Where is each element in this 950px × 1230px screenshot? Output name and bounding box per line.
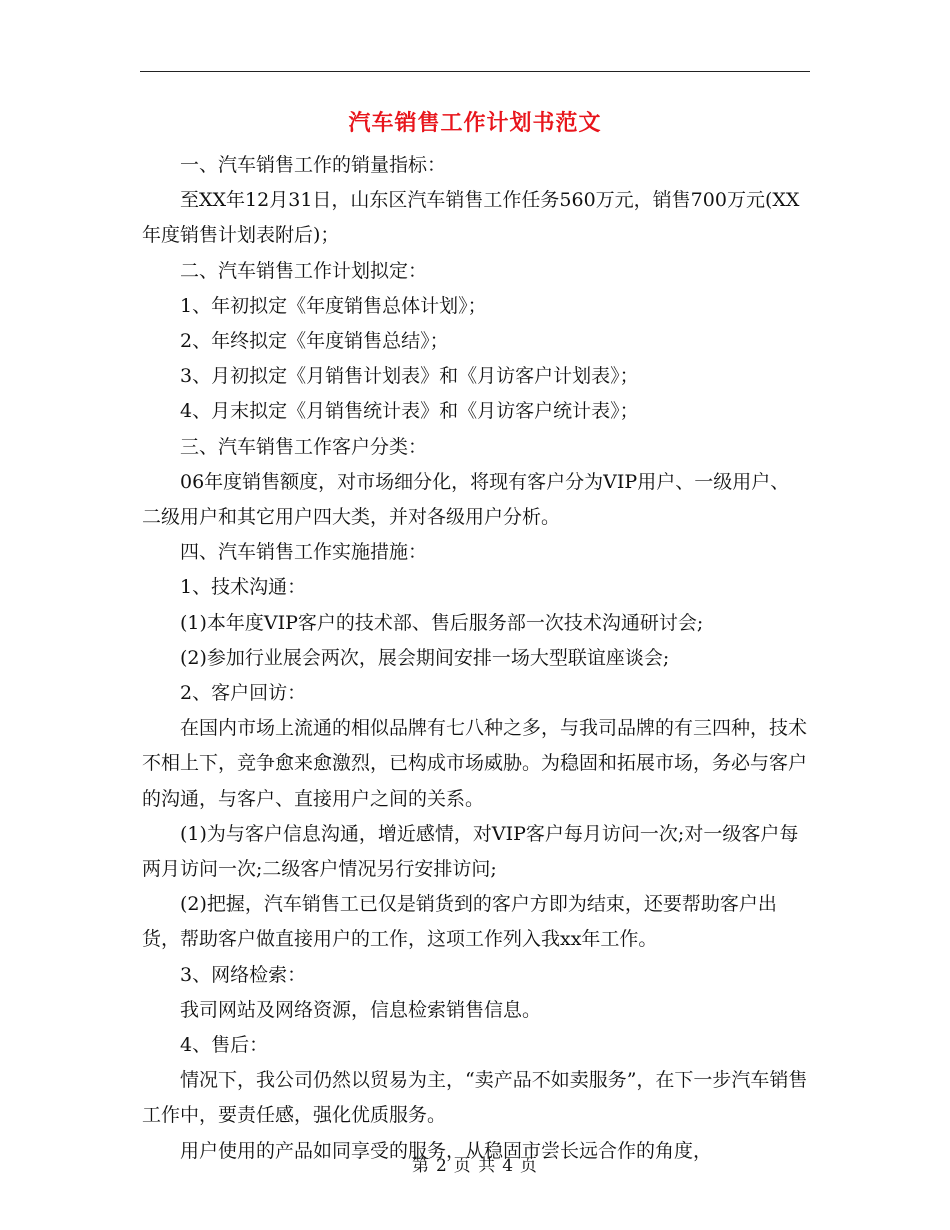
- section-heading-customer-classification: 三、汽车销售工作客户分类：: [180, 435, 428, 458]
- footer-current-page: 2: [435, 1156, 448, 1176]
- footer-prefix: 第: [411, 1156, 430, 1176]
- section-heading-sales-target: 一、汽车销售工作的销量指标：: [180, 154, 447, 176]
- list-item-plan-4: 4、月末拟定《月销售统计表》和《月访客户统计表》；: [180, 400, 639, 423]
- paragraph-market-competition: 在国内市场上流通的相似品牌有七八种之多，与我司品牌的有三四种，技术不相上下，竞争愈来愈激烈，已构成市场威胁。为稳固和拓展市场，务必与客户的沟通，与客户、直接用户之间的关系。: [142, 717, 808, 810]
- list-item-plan-1: 1、年初拟定《年度销售总体计划》；: [180, 294, 487, 317]
- paragraph-after-sales: 情况下，我公司仍然以贸易为主，“卖产品不如卖服务”，在下一步汽车销售工作中，要责任感，强化优质服务。: [142, 1069, 808, 1127]
- footer-total-pages: 4: [502, 1156, 515, 1176]
- list-item-plan-3: 3、月初拟定《月销售计划表》和《月访客户计划表》；: [180, 365, 639, 388]
- footer-suffix: 页: [520, 1156, 539, 1176]
- document-title: 汽车销售工作计划书范文: [348, 110, 602, 136]
- footer-middle: 页 共: [453, 1156, 497, 1176]
- list-item-visit-1: (1)为与客户信息沟通，增近感情，对VIP客户每月访问一次;对一级客户每两月访问一次;二级客户情况另行安排访问;: [142, 822, 799, 881]
- subheading-customer-visits: 2、客户回访：: [180, 682, 307, 705]
- page-footer: [0, 1154, 950, 1178]
- document-body: [142, 148, 808, 1169]
- subheading-network-search: 3、网络检索：: [180, 963, 307, 986]
- paragraph-network-search: 我司网站及网络资源，信息检索销售信息。: [180, 998, 542, 1021]
- subheading-after-sales: 4、售后：: [180, 1034, 269, 1057]
- subheading-technical-communication: 1、技术沟通：: [180, 576, 307, 599]
- header-rule: [140, 71, 810, 72]
- list-item-technical-1: (1)本年度VIP客户的技术部、售后服务部一次技术沟通研讨会;: [180, 611, 704, 634]
- list-item-visit-2: (2)把握，汽车销售工已仅是销货到的客户方即为结束，还要帮助客户出货，帮助客户做直接用户的工作，这项工作列入我xx年工作。: [142, 893, 777, 951]
- list-item-plan-2: 2、年终拟定《年度销售总结》；: [180, 330, 449, 353]
- list-item-technical-2: (2)参加行业展会两次，展会期间安排一场大型联谊座谈会;: [180, 646, 670, 669]
- section-heading-plan-drafting: 二、汽车销售工作计划拟定：: [180, 259, 428, 282]
- paragraph-sales-target: 至XX年12月31日，山东区汽车销售工作任务560万元，销售700万元(XX年度销售计划表附后)；: [142, 189, 800, 247]
- paragraph-customer-classification: 06年度销售额度，对市场细分化，将现有客户分为VIP用户、一级用户、二级用户和其它用户四大类，并对各级用户分析。: [142, 470, 790, 529]
- paragraph-service-continued: 用户使用的产品如同享受的服务，从稳固市尝长远合作的角度，: [180, 1139, 713, 1162]
- section-heading-measures: 四、汽车销售工作实施措施：: [180, 541, 428, 564]
